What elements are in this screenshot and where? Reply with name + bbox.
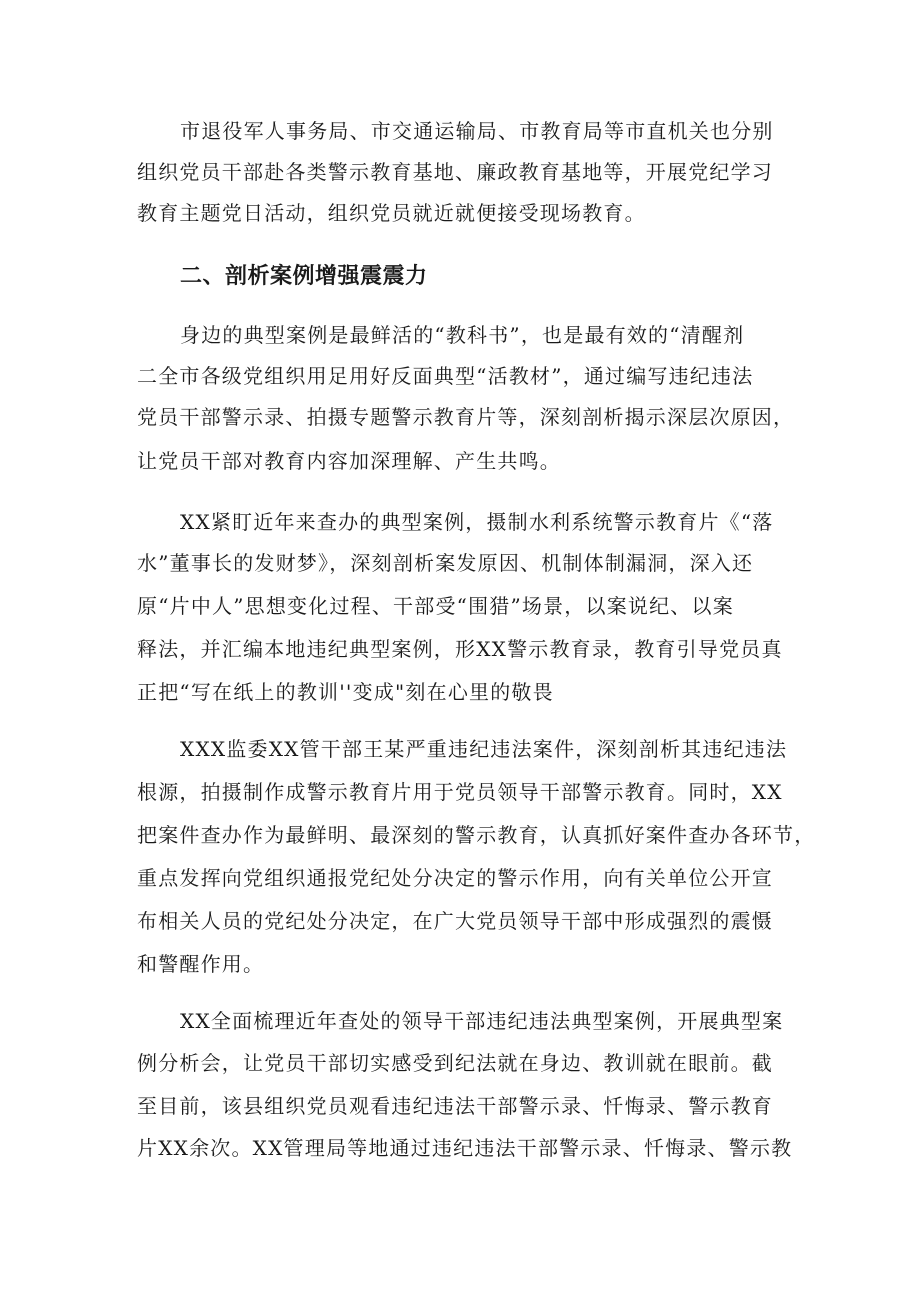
paragraph-line: 市退役军人事务局、市交通运输局、市教育局等市直机关也分别 (180, 119, 774, 143)
paragraph-line: XX全面梳理近年查处的领导干部违纪违法典型案例，开展典型案 (180, 1009, 784, 1033)
paragraph-line: 党员干部警示录、拍摄专题警示教育片等，深刻剖析揭示深层次原因， (137, 405, 795, 429)
paragraph-line: 布相关人员的党纪处分决定，在广大党员领导干部中形成强烈的震慑 (137, 909, 773, 933)
paragraph-line: 根源，拍摄制作成警示教育片用于党员领导干部警示教育。同时，XX (137, 780, 783, 804)
paragraph-line: 原“片中人”思想变化过程、干部受“围猎”场景，以案说纪、以案 (137, 594, 734, 618)
paragraph-line: 让党员干部对教育内容加深理解、产生共鸣。 (137, 449, 561, 473)
paragraph-line: 身边的典型案例是最鲜活的“教科书”，也是最有效的“清醒剂 (180, 323, 745, 347)
paragraph-line: 例分析会，让党员干部切实感受到纪法就在身边、教训就在眼前。截 (137, 1051, 773, 1075)
paragraph-line: 片XX余次。XX管理局等地通过违纪违法干部警示录、忏悔录、警示教 (137, 1136, 793, 1160)
paragraph-line: 把案件查办作为最鲜明、最深刻的警示教育，认真抓好案件查办各环节， (137, 823, 816, 847)
paragraph-line: 释法，并汇编本地违纪典型案例，形XX警示教育录，教育引导党员真 (137, 637, 783, 661)
paragraph-line: 教育主题党日活动，组织党员就近就便接受现场教育。 (137, 201, 646, 225)
paragraph-line: XX紧盯近年来查办的典型案例，摄制水利系统警示教育片《“落 (180, 510, 774, 534)
paragraph-line: 水”董事长的发财梦》，深刻剖析案发原因、机制体制漏洞，深入还 (137, 551, 754, 575)
paragraph-line: 重点发挥向党组织通报党纪处分决定的警示作用，向有关单位公开宣 (137, 866, 773, 890)
paragraph-line: 正把“写在纸上的教训''变成"刻在心里的敬畏 (137, 680, 554, 704)
paragraph-line: 至目前，该县组织党员观看违纪违法干部警示录、忏悔录、警示教育 (137, 1094, 773, 1118)
paragraph-line: 组织党员干部赴各类警示教育基地、廉政教育基地等，开展党纪学习 (137, 160, 773, 184)
section-heading: 二、剖析案例增强震震力 (180, 264, 428, 289)
paragraph-line: 二全市各级党组织用足用好反面典型“活教材”，通过编写违纪违法 (137, 364, 754, 388)
paragraph-line: XXX监委XX管干部王某严重违纪违法案件，深刻剖析其违纪违法 (180, 737, 788, 761)
paragraph-line: 和警醒作用。 (137, 952, 265, 976)
